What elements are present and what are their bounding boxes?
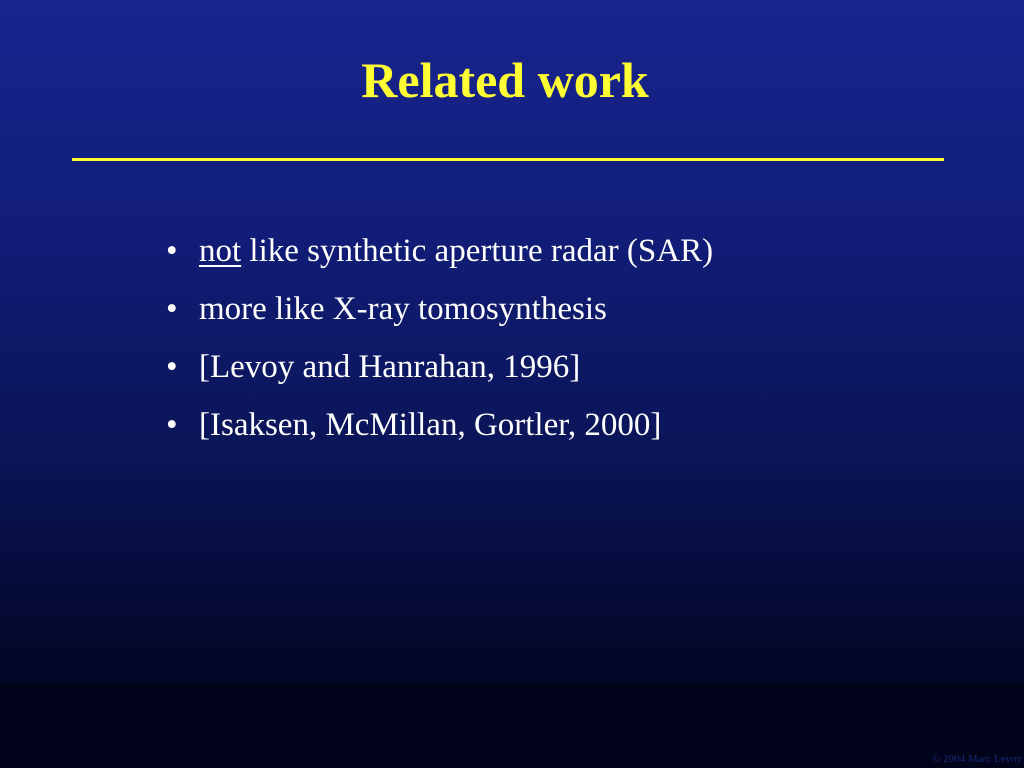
bullet-marker: •: [166, 233, 178, 269]
bullet-text: more like X-ray tomosynthesis: [199, 291, 607, 327]
bullet-text: [Isaksen, McMillan, Gortler, 2000]: [199, 407, 662, 443]
bullet-marker: •: [166, 349, 178, 385]
bullet-marker: •: [166, 407, 178, 443]
bullet-text: [199, 232, 713, 270]
slide-title: Related work: [361, 52, 649, 108]
bullet-emphasis: not: [199, 233, 242, 269]
copyright-notice: © 2004 Marc Levoy: [932, 753, 1022, 765]
bullet-rest: like synthetic aperture radar (SAR): [241, 233, 714, 269]
footer-band: [0, 683, 1024, 768]
title-underline-rule: [72, 158, 944, 161]
bullet-text: [Levoy and Hanrahan, 1996]: [199, 349, 581, 385]
bullet-marker: •: [166, 291, 178, 327]
